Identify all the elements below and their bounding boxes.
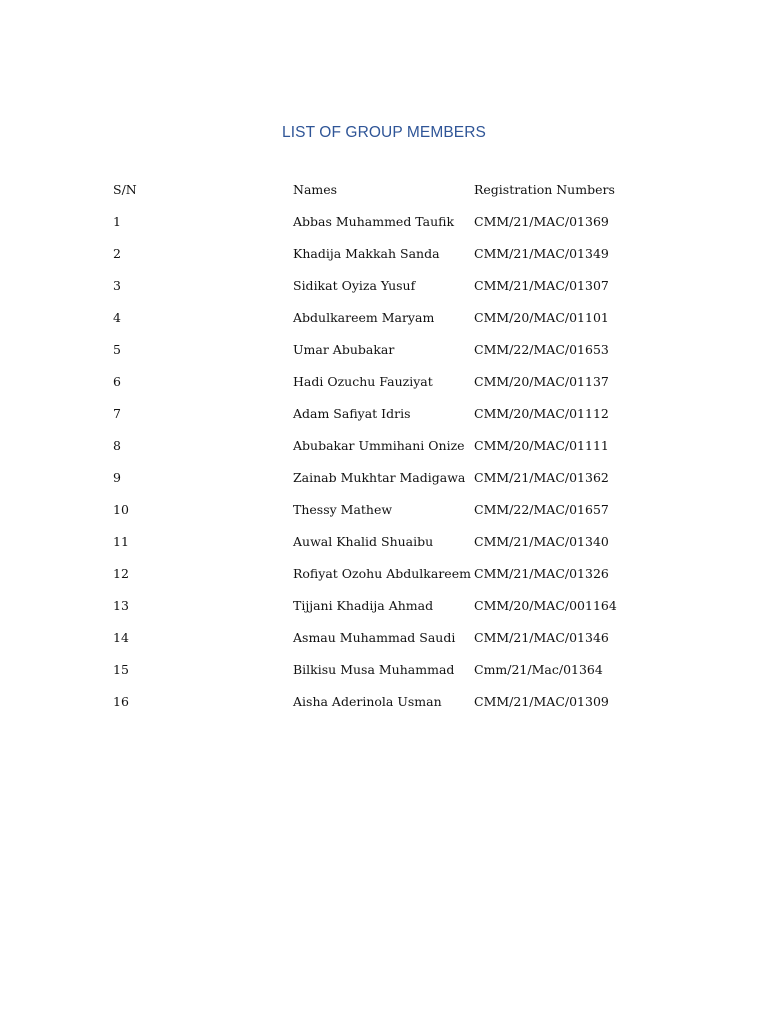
- cell-registration-number: CMM/22/MAC/01653: [474, 342, 609, 357]
- cell-registration-number: CMM/21/MAC/01346: [474, 630, 609, 645]
- table-row: [113, 528, 653, 560]
- cell-name: Adam Safiyat Idris: [293, 406, 411, 421]
- cell-sn: 5: [113, 342, 121, 357]
- cell-name: Rofiyat Ozohu Abdulkareem: [293, 566, 471, 581]
- cell-sn: 8: [113, 438, 121, 453]
- table-row: [113, 208, 653, 240]
- cell-registration-number: CMM/20/MAC/001164: [474, 598, 617, 613]
- table-row: [113, 464, 653, 496]
- cell-sn: 9: [113, 470, 121, 485]
- table-row: [113, 400, 653, 432]
- cell-registration-number: CMM/21/MAC/01340: [474, 534, 609, 549]
- table-row: [113, 560, 653, 592]
- table-header-row: [113, 176, 653, 208]
- table-row: [113, 496, 653, 528]
- cell-sn: 16: [113, 694, 129, 709]
- cell-registration-number: CMM/21/MAC/01369: [474, 214, 609, 229]
- cell-sn: 3: [113, 278, 121, 293]
- table-row: [113, 272, 653, 304]
- cell-sn: 12: [113, 566, 129, 581]
- cell-sn: 7: [113, 406, 121, 421]
- cell-registration-number: CMM/22/MAC/01657: [474, 502, 609, 517]
- table-body: [113, 208, 653, 720]
- cell-name: Sidikat Oyiza Yusuf: [293, 278, 416, 293]
- cell-registration-number: CMM/21/MAC/01362: [474, 470, 609, 485]
- cell-sn: 1: [113, 214, 121, 229]
- cell-name: Auwal Khalid Shuaibu: [293, 534, 434, 549]
- cell-registration-number: Cmm/21/Mac/01364: [474, 662, 603, 677]
- cell-registration-number: CMM/20/MAC/01111: [474, 438, 609, 453]
- cell-name: Abubakar Ummihani Onize: [293, 438, 465, 453]
- table-row: [113, 688, 653, 720]
- column-header-sn: S/N: [113, 182, 137, 197]
- table-row: [113, 304, 653, 336]
- cell-name: Umar Abubakar: [293, 342, 395, 357]
- cell-name: Aisha Aderinola Usman: [293, 694, 442, 709]
- table-row: [113, 368, 653, 400]
- cell-sn: 2: [113, 246, 121, 261]
- cell-name: Zainab Mukhtar Madigawa: [293, 470, 466, 485]
- cell-name: Bilkisu Musa Muhammad: [293, 662, 455, 677]
- cell-name: Khadija Makkah Sanda: [293, 246, 440, 261]
- cell-registration-number: CMM/20/MAC/01137: [474, 374, 609, 389]
- table-row: [113, 240, 653, 272]
- cell-name: Abbas Muhammed Taufik: [293, 214, 455, 229]
- cell-name: Hadi Ozuchu Fauziyat: [293, 374, 433, 389]
- table-row: [113, 592, 653, 624]
- cell-registration-number: CMM/20/MAC/01112: [474, 406, 609, 421]
- cell-sn: 11: [113, 534, 129, 549]
- cell-registration-number: CMM/20/MAC/01101: [474, 310, 609, 325]
- cell-name: Asmau Muhammad Saudi: [293, 630, 456, 645]
- cell-name: Thessy Mathew: [293, 502, 393, 517]
- column-header-registration-numbers: Registration Numbers: [474, 182, 615, 197]
- cell-sn: 13: [113, 598, 129, 613]
- column-header-names: Names: [293, 182, 338, 197]
- cell-registration-number: CMM/21/MAC/01326: [474, 566, 609, 581]
- table-row: [113, 336, 653, 368]
- cell-registration-number: CMM/21/MAC/01309: [474, 694, 609, 709]
- page-title: LIST OF GROUP MEMBERS: [282, 124, 486, 141]
- table-row: [113, 624, 653, 656]
- members-table: [113, 176, 653, 720]
- cell-sn: 10: [113, 502, 129, 517]
- cell-sn: 6: [113, 374, 121, 389]
- cell-sn: 4: [113, 310, 121, 325]
- cell-name: Tijjani Khadija Ahmad: [293, 598, 434, 613]
- table-row: [113, 432, 653, 464]
- cell-sn: 14: [113, 630, 129, 645]
- cell-registration-number: CMM/21/MAC/01349: [474, 246, 609, 261]
- cell-sn: 15: [113, 662, 129, 677]
- cell-name: Abdulkareem Maryam: [293, 310, 435, 325]
- cell-registration-number: CMM/21/MAC/01307: [474, 278, 609, 293]
- table-row: [113, 656, 653, 688]
